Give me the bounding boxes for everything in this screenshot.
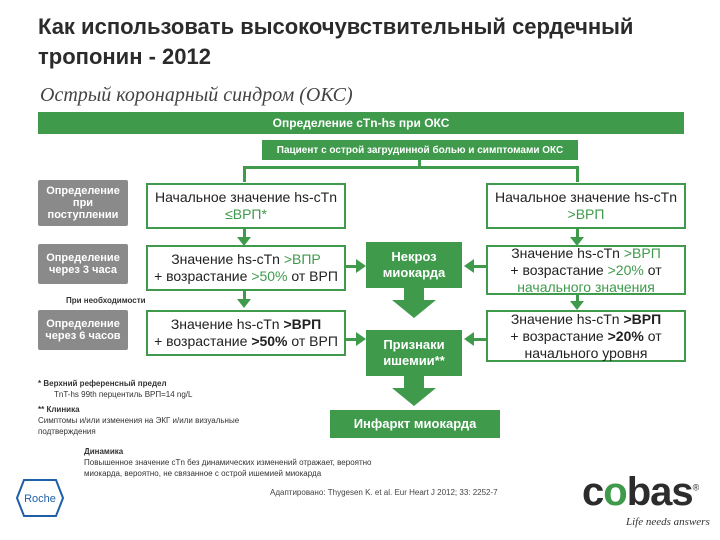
- left-six-bold1: >ВРП: [283, 316, 322, 332]
- left-six-line2: + возрастание: [154, 333, 248, 349]
- footnote-3-text1: Повышенное значение сTn без динамических изменений отражает, вероятно: [84, 458, 372, 467]
- stage-six-hours: [38, 310, 128, 350]
- connector: [576, 166, 579, 182]
- left-three-hl2: >50%: [251, 268, 288, 284]
- cobas-reg: ®: [692, 482, 699, 493]
- infarct-box: [330, 410, 500, 438]
- arrow-down-icon: [392, 376, 436, 406]
- right-six-line2b: от: [647, 327, 662, 344]
- connector: [243, 166, 578, 169]
- right-three-line2: + возрастание: [510, 261, 604, 278]
- right-three-line2b: от: [647, 261, 662, 278]
- left-six-bold2: >50%: [251, 333, 288, 349]
- footnote-2-title: ** Клиника: [38, 405, 80, 414]
- arrow-right-icon: [356, 332, 366, 346]
- right-six-hours-box: [486, 310, 686, 362]
- cobas-logo: [582, 470, 698, 515]
- right-three-line3: начального значения: [517, 278, 655, 295]
- right-initial-line1: Начальное значение hs-cTn: [494, 189, 678, 205]
- stage-six-hours-label: Определение через 6 часов: [45, 318, 121, 342]
- if-needed-label: При необходимости: [66, 296, 146, 305]
- left-initial-line1: Начальное значение hs-cTn: [154, 189, 338, 205]
- patient-box: [262, 140, 578, 160]
- right-initial-line2: >ВРП: [567, 206, 605, 222]
- ischemia-box: [366, 330, 462, 376]
- necrosis-box: [366, 242, 462, 288]
- left-six-line1: Значение hs-cTn: [170, 316, 280, 332]
- connector: [474, 338, 486, 341]
- arrow-down-icon: [237, 299, 251, 308]
- connector: [474, 265, 486, 268]
- right-three-hl1: >ВРП: [623, 244, 661, 261]
- infarct-label: Инфаркт миокарда: [353, 416, 477, 431]
- page-subtitle: Острый коронарный синдром (ОКС): [40, 84, 353, 106]
- right-three-hl2: >20%: [607, 261, 644, 278]
- footnote-1-title: * Верхний референсный предел: [38, 379, 167, 388]
- footnote-2-text2: подтверждения: [38, 427, 96, 436]
- left-initial-box: [146, 183, 346, 229]
- left-three-line2: + возрастание: [154, 268, 248, 284]
- necrosis-label: Некроз миокарда: [382, 249, 446, 280]
- footnote-2-text1: Симптомы и/или изменения на ЭКГ и/или визуальные: [38, 416, 240, 425]
- footnotes: [38, 378, 318, 437]
- left-initial-line2: ≤ВРП*: [225, 206, 267, 222]
- left-three-line2b: от ВРП: [291, 268, 338, 284]
- page-title: Как использовать высокочувствительный сердечный тропонин - 2012: [38, 14, 634, 69]
- left-three-hours-box: [146, 245, 346, 291]
- stage-three-hours: [38, 244, 128, 284]
- right-three-hours-box: [486, 245, 686, 295]
- right-six-line2: + возрастание: [510, 327, 604, 344]
- roche-logo: [16, 479, 64, 517]
- right-six-line3: начального уровня: [524, 344, 648, 361]
- right-six-line1: Значение hs-cTn: [510, 310, 620, 327]
- ischemia-label: Признаки ишемии**: [383, 337, 445, 368]
- left-three-hl1: >ВПР: [283, 251, 321, 267]
- cobas-o: o: [603, 470, 627, 514]
- roche-logo-text: Roche: [24, 493, 56, 505]
- banner-header: Определение сTn-hs при ОКС: [38, 112, 684, 134]
- left-three-line1: Значение hs-cTn: [171, 251, 280, 267]
- left-six-hours-box: [146, 310, 346, 356]
- right-six-bold1: >ВРП: [623, 310, 662, 327]
- connector: [418, 160, 421, 168]
- arrow-down-icon: [570, 301, 584, 310]
- stage-admission-label: Определение при поступлении: [46, 185, 120, 221]
- footnote-1-text: TnT-hs 99th перцентиль ВРП=14 ng/L: [54, 390, 193, 399]
- arrow-left-icon: [464, 332, 474, 346]
- arrow-right-icon: [356, 259, 366, 273]
- stage-admission: [38, 180, 128, 226]
- patient-box-label: Пациент с острой загрудинной болью и симптомами ОКС: [276, 144, 564, 156]
- footnote-dynamics: [84, 446, 424, 479]
- arrow-left-icon: [464, 259, 474, 273]
- cobas-rest: bas: [626, 470, 693, 514]
- source-credit: Адаптировано: Thygesen K. et al. Eur Heart J 2012; 33: 2252-7: [270, 488, 498, 497]
- footnote-3-title: Динамика: [84, 447, 124, 456]
- right-initial-box: [486, 183, 686, 229]
- stage-three-hours-label: Определение через 3 часа: [46, 252, 120, 276]
- left-six-line2b: от ВРП: [291, 333, 338, 349]
- footnote-3-text2: миокарда, вероятно, не связанное с острой ишемией миокарда: [84, 469, 322, 478]
- right-three-line1: Значение hs-cTn: [511, 244, 620, 261]
- right-six-bold2: >20%: [607, 327, 644, 344]
- connector: [243, 166, 246, 182]
- arrow-down-icon: [392, 288, 436, 318]
- cobas-c: c: [582, 470, 604, 514]
- tagline: Life needs answers: [626, 516, 710, 528]
